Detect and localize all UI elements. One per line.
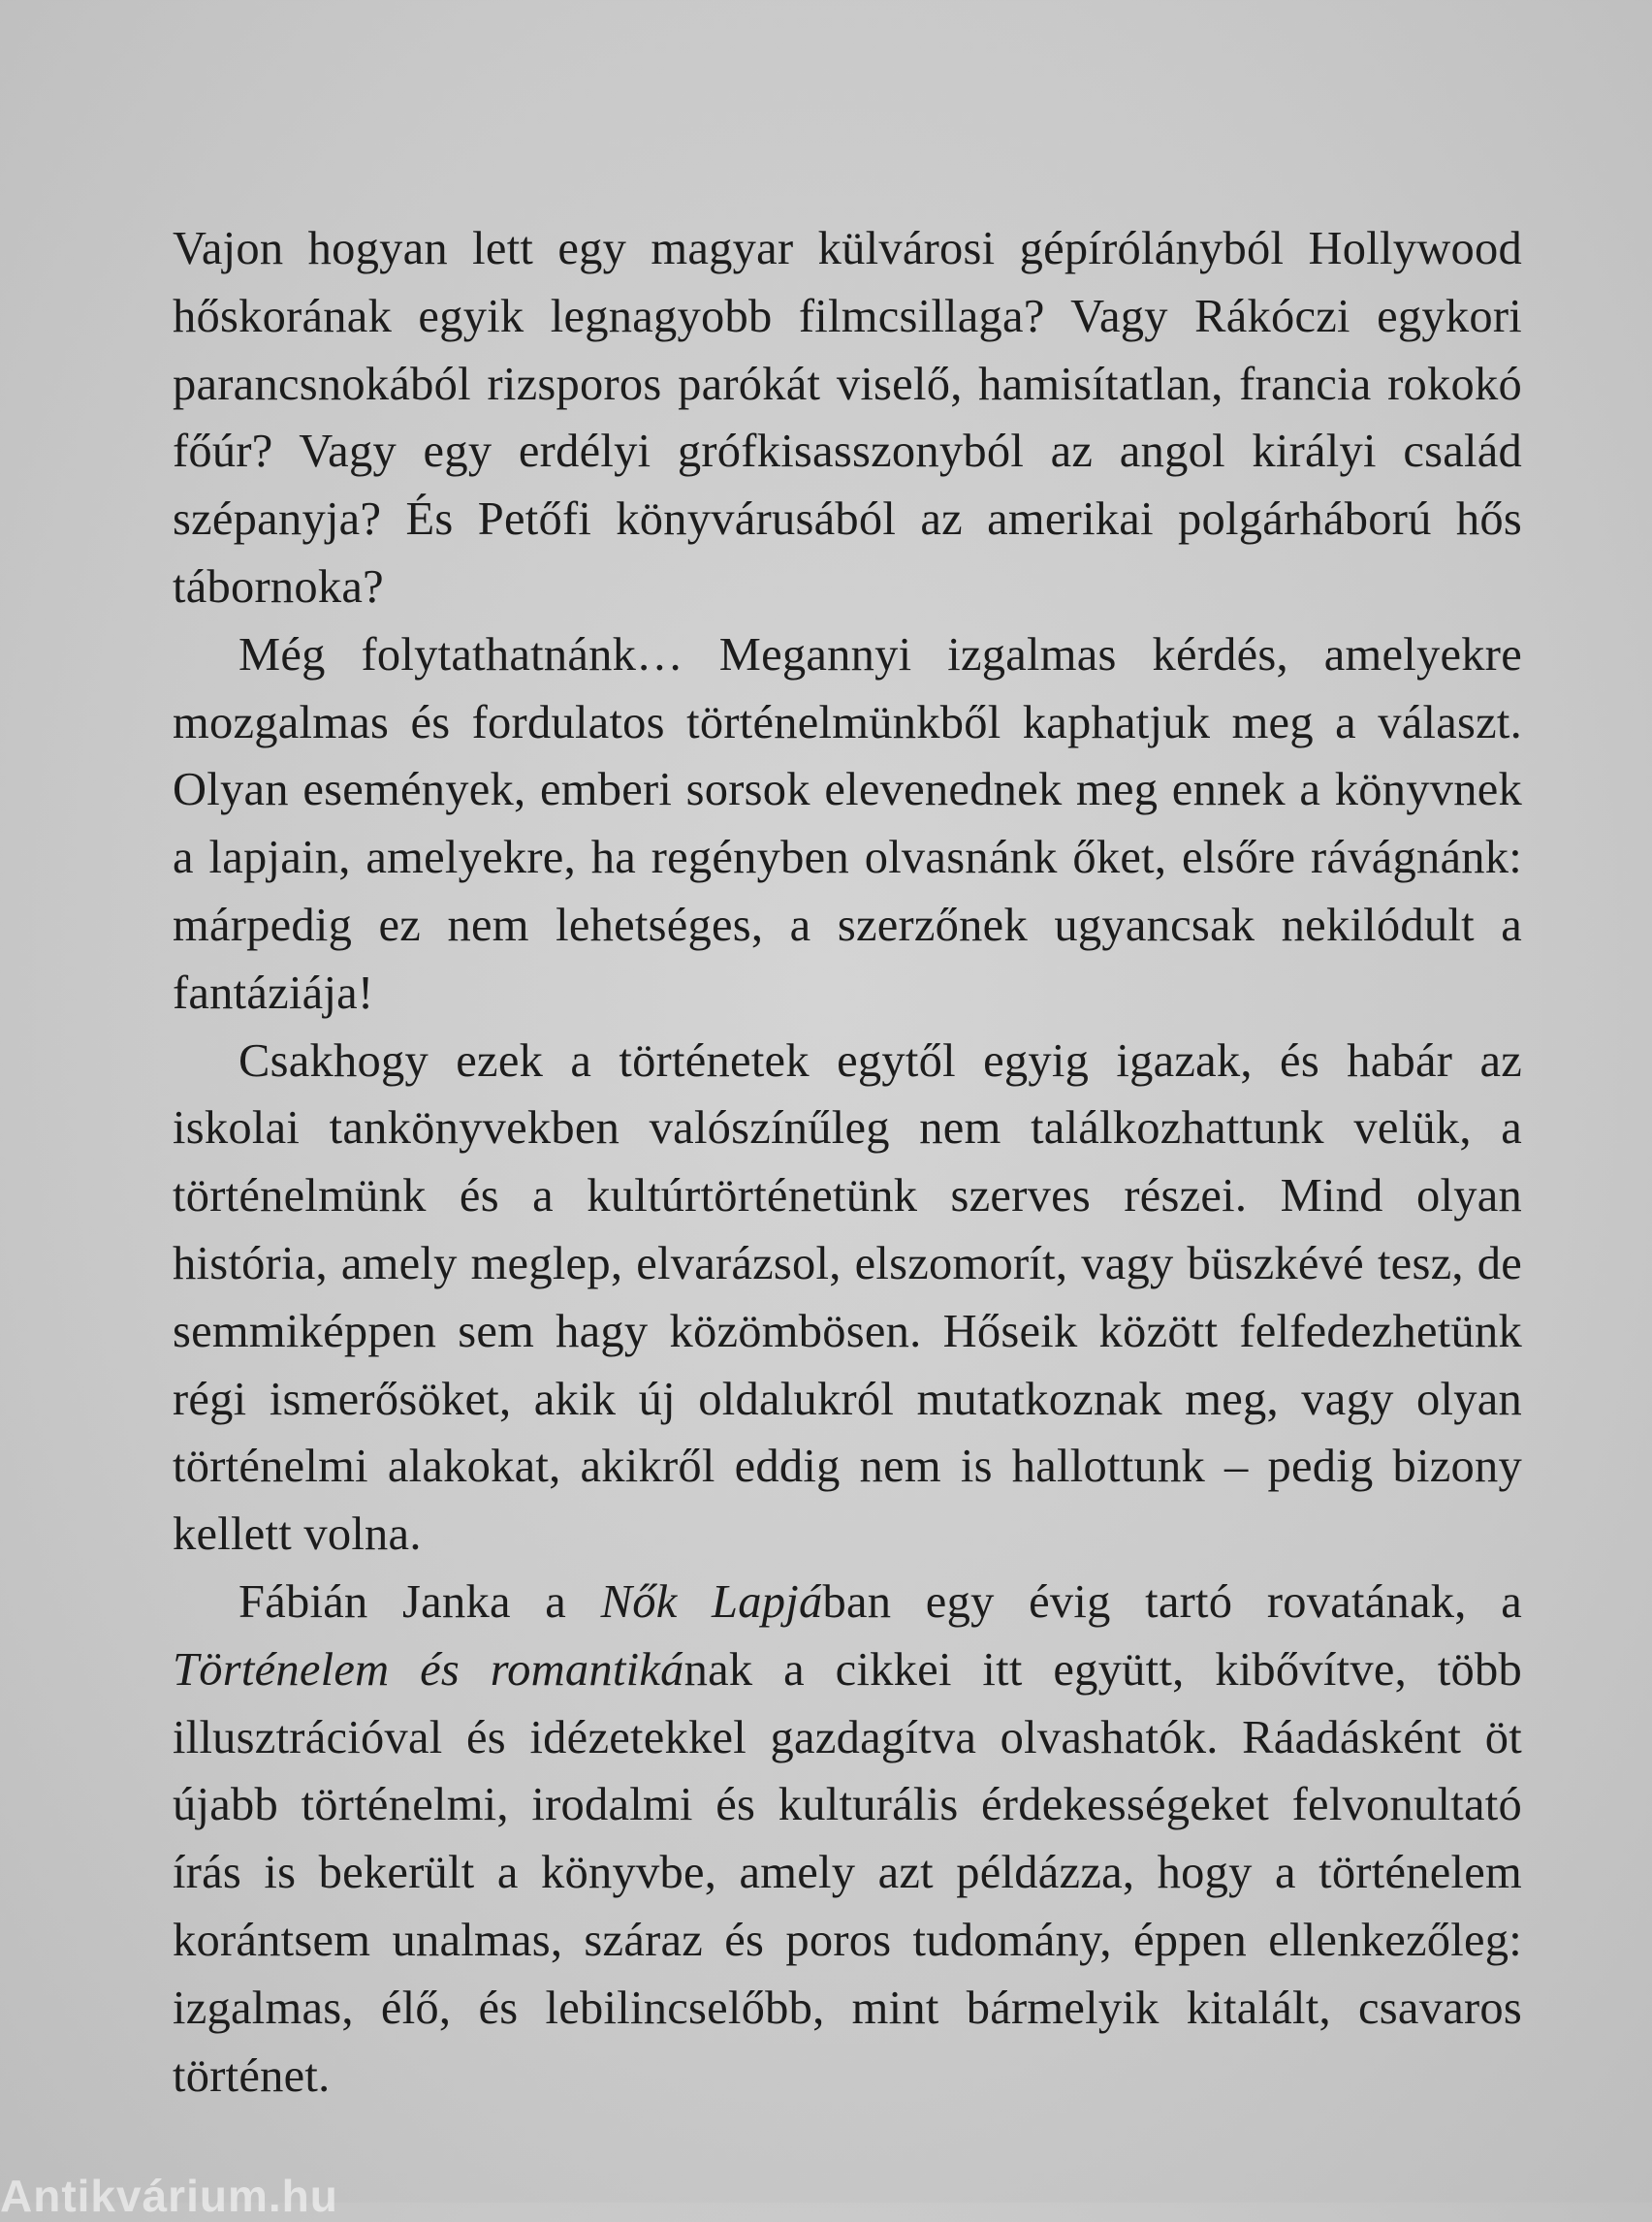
book-page-text	[173, 215, 1522, 2110]
paragraph-4	[173, 1569, 1522, 2110]
paragraph-4-text-a: Fábián Janka a	[238, 1575, 601, 1628]
paragraph-4-text-b: ban egy évig tartó rovatának, a	[822, 1575, 1522, 1628]
paragraph-3	[173, 1028, 1522, 1569]
paragraph-3-text: Csakhogy ezek a történetek egytől egyig igazak, és habár az iskolai tankönyvekben valószínűleg nem találkozhattunk velük, a történelmünk és a kultúrtörténetünk szerves részei. Mind olyan história, amely meglep, elvarázsol, elszomorít, vagy büszkévé tesz, de semmiképpen sem hagy közömbösen. Hőseik között felfedezhetünk régi ismerősöket, akik új oldalukról mutatkoznak meg, vagy olyan történelmi alakokat, akikről eddig nem is hallottunk – pedig bizony kellett volna.	[173, 1034, 1522, 1561]
watermark-text: Antikvárium.hu	[0, 2171, 338, 2221]
column-title-italic: Történelem és romantiká	[173, 1643, 684, 1696]
paragraph-4-text-c: nak a cikkei itt együtt, kibővítve, több illusztrációval és idézetekkel gazdagítva olvashatók. Ráadásként öt újabb történelmi, irodalmi és kulturális érdekességeket felvonultató írás is bekerült a könyvbe, amely azt példázza, hogy a történelem korántsem unalmas, száraz és poros tudomány, éppen ellenkezőleg: izgalmas, élő, és lebilincselőbb, mint bármelyik kitalált, csavaros történet.	[173, 1643, 1522, 2102]
paragraph-1	[173, 215, 1522, 621]
paragraph-1-text: Vajon hogyan lett egy magyar külvárosi gépírólányból Hollywood hőskorának egyik legnagyobb filmcsillaga? Vagy Rákóczi egykori parancsnokából rizsporos parókát viselő, hamisítatlan, francia rokokó főúr? Vagy egy erdélyi grófkisasszonyból az angol királyi család szépanyja? És Petőfi könyvárusából az amerikai polgárháború hős tábornoka?	[173, 223, 1522, 613]
paragraph-2	[173, 621, 1522, 1028]
magazine-title-italic: Nők Lapjá	[600, 1575, 823, 1628]
paragraph-2-text: Még folytathatnánk… Megannyi izgalmas kérdés, amelyekre mozgalmas és fordulatos történelmünkből kaphatjuk meg a választ. Olyan események, emberi sorsok elevenednek meg ennek a könyvnek a lapjain, amelyekre, ha regényben olvasnánk őket, elsőre rávágnánk: márpedig ez nem lehetséges, a szerzőnek ugyancsak nekilódult a fantáziája!	[173, 628, 1522, 1019]
